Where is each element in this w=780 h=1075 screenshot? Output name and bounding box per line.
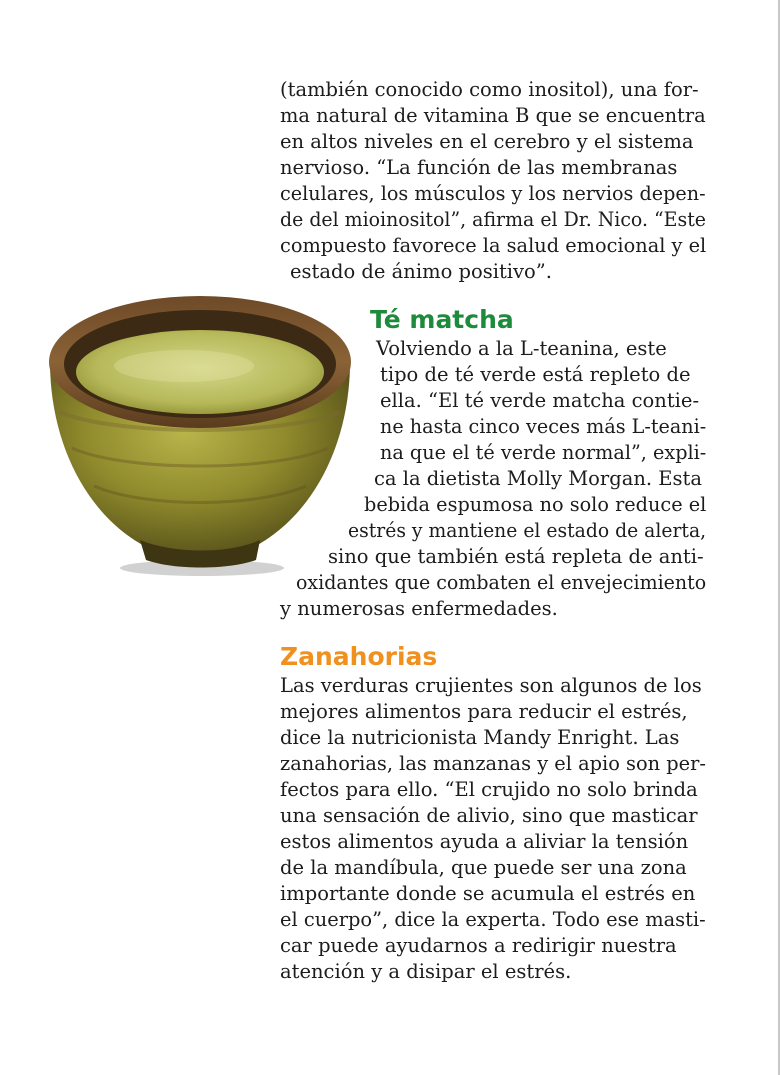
text-line: y numerosas enfermedades. — [280, 597, 558, 620]
text-line: una sensación de alivio, sino que masticar — [280, 804, 698, 827]
text-line: ella. “El té verde matcha contie- — [380, 389, 700, 412]
text-line: de la mandíbula, que puede ser una zona — [280, 856, 687, 879]
text-line: oxidantes que combaten el envejecimiento — [296, 571, 707, 594]
text-line: estado de ánimo positivo”. — [290, 260, 552, 283]
text-line: ca la dietista Molly Morgan. Esta — [374, 467, 702, 490]
text-line: tipo de té verde está repleto de — [380, 363, 691, 386]
text-line: zanahorias, las manzanas y el apio son per- — [280, 752, 706, 775]
text-line: compuesto favorece la salud emocional y el — [280, 234, 707, 257]
matcha-tea-bowl-image — [44, 290, 356, 580]
text-line: Las verduras crujientes son algunos de los — [280, 674, 702, 697]
text-line: estos alimentos ayuda a aliviar la tensión — [280, 830, 689, 853]
section-heading-matcha: Té matcha — [370, 305, 514, 334]
text-line: Volviendo a la L-teanina, este — [376, 337, 667, 360]
text-line: ne hasta cinco veces más L-teani- — [380, 415, 707, 438]
text-line: estrés y mantiene el estado de alerta, — [348, 519, 707, 542]
text-line: car puede ayudarnos a redirigir nuestra — [280, 934, 677, 957]
text-line: en altos niveles en el cerebro y el sistema — [280, 130, 694, 153]
text-line: dice la nutricionista Mandy Enright. Las — [280, 726, 680, 749]
text-line: el cuerpo”, dice la experta. Todo ese masti- — [280, 908, 706, 931]
section-heading-carrots: Zanahorias — [280, 642, 438, 671]
text-line: nervioso. “La función de las membranas — [280, 156, 678, 179]
text-line: mejores alimentos para reducir el estrés, — [280, 700, 688, 723]
text-line: importante donde se acumula el estrés en — [280, 882, 696, 905]
text-line: sino que también está repleta de anti- — [328, 545, 704, 568]
text-line: ma natural de vitamina B que se encuentra — [280, 104, 706, 127]
text-line: celulares, los músculos y los nervios depen- — [280, 182, 706, 205]
text-line: atención y a disipar el estrés. — [280, 960, 572, 983]
text-line: bebida espumosa no solo reduce el — [364, 493, 707, 516]
text-line: fectos para ello. “El crujido no solo brinda — [280, 778, 698, 801]
text-line: (también conocido como inositol), una for- — [280, 78, 699, 101]
text-line: de del mioinositol”, afirma el Dr. Nico. “Este — [280, 208, 706, 231]
text-line: na que el té verde normal”, expli- — [380, 441, 707, 464]
